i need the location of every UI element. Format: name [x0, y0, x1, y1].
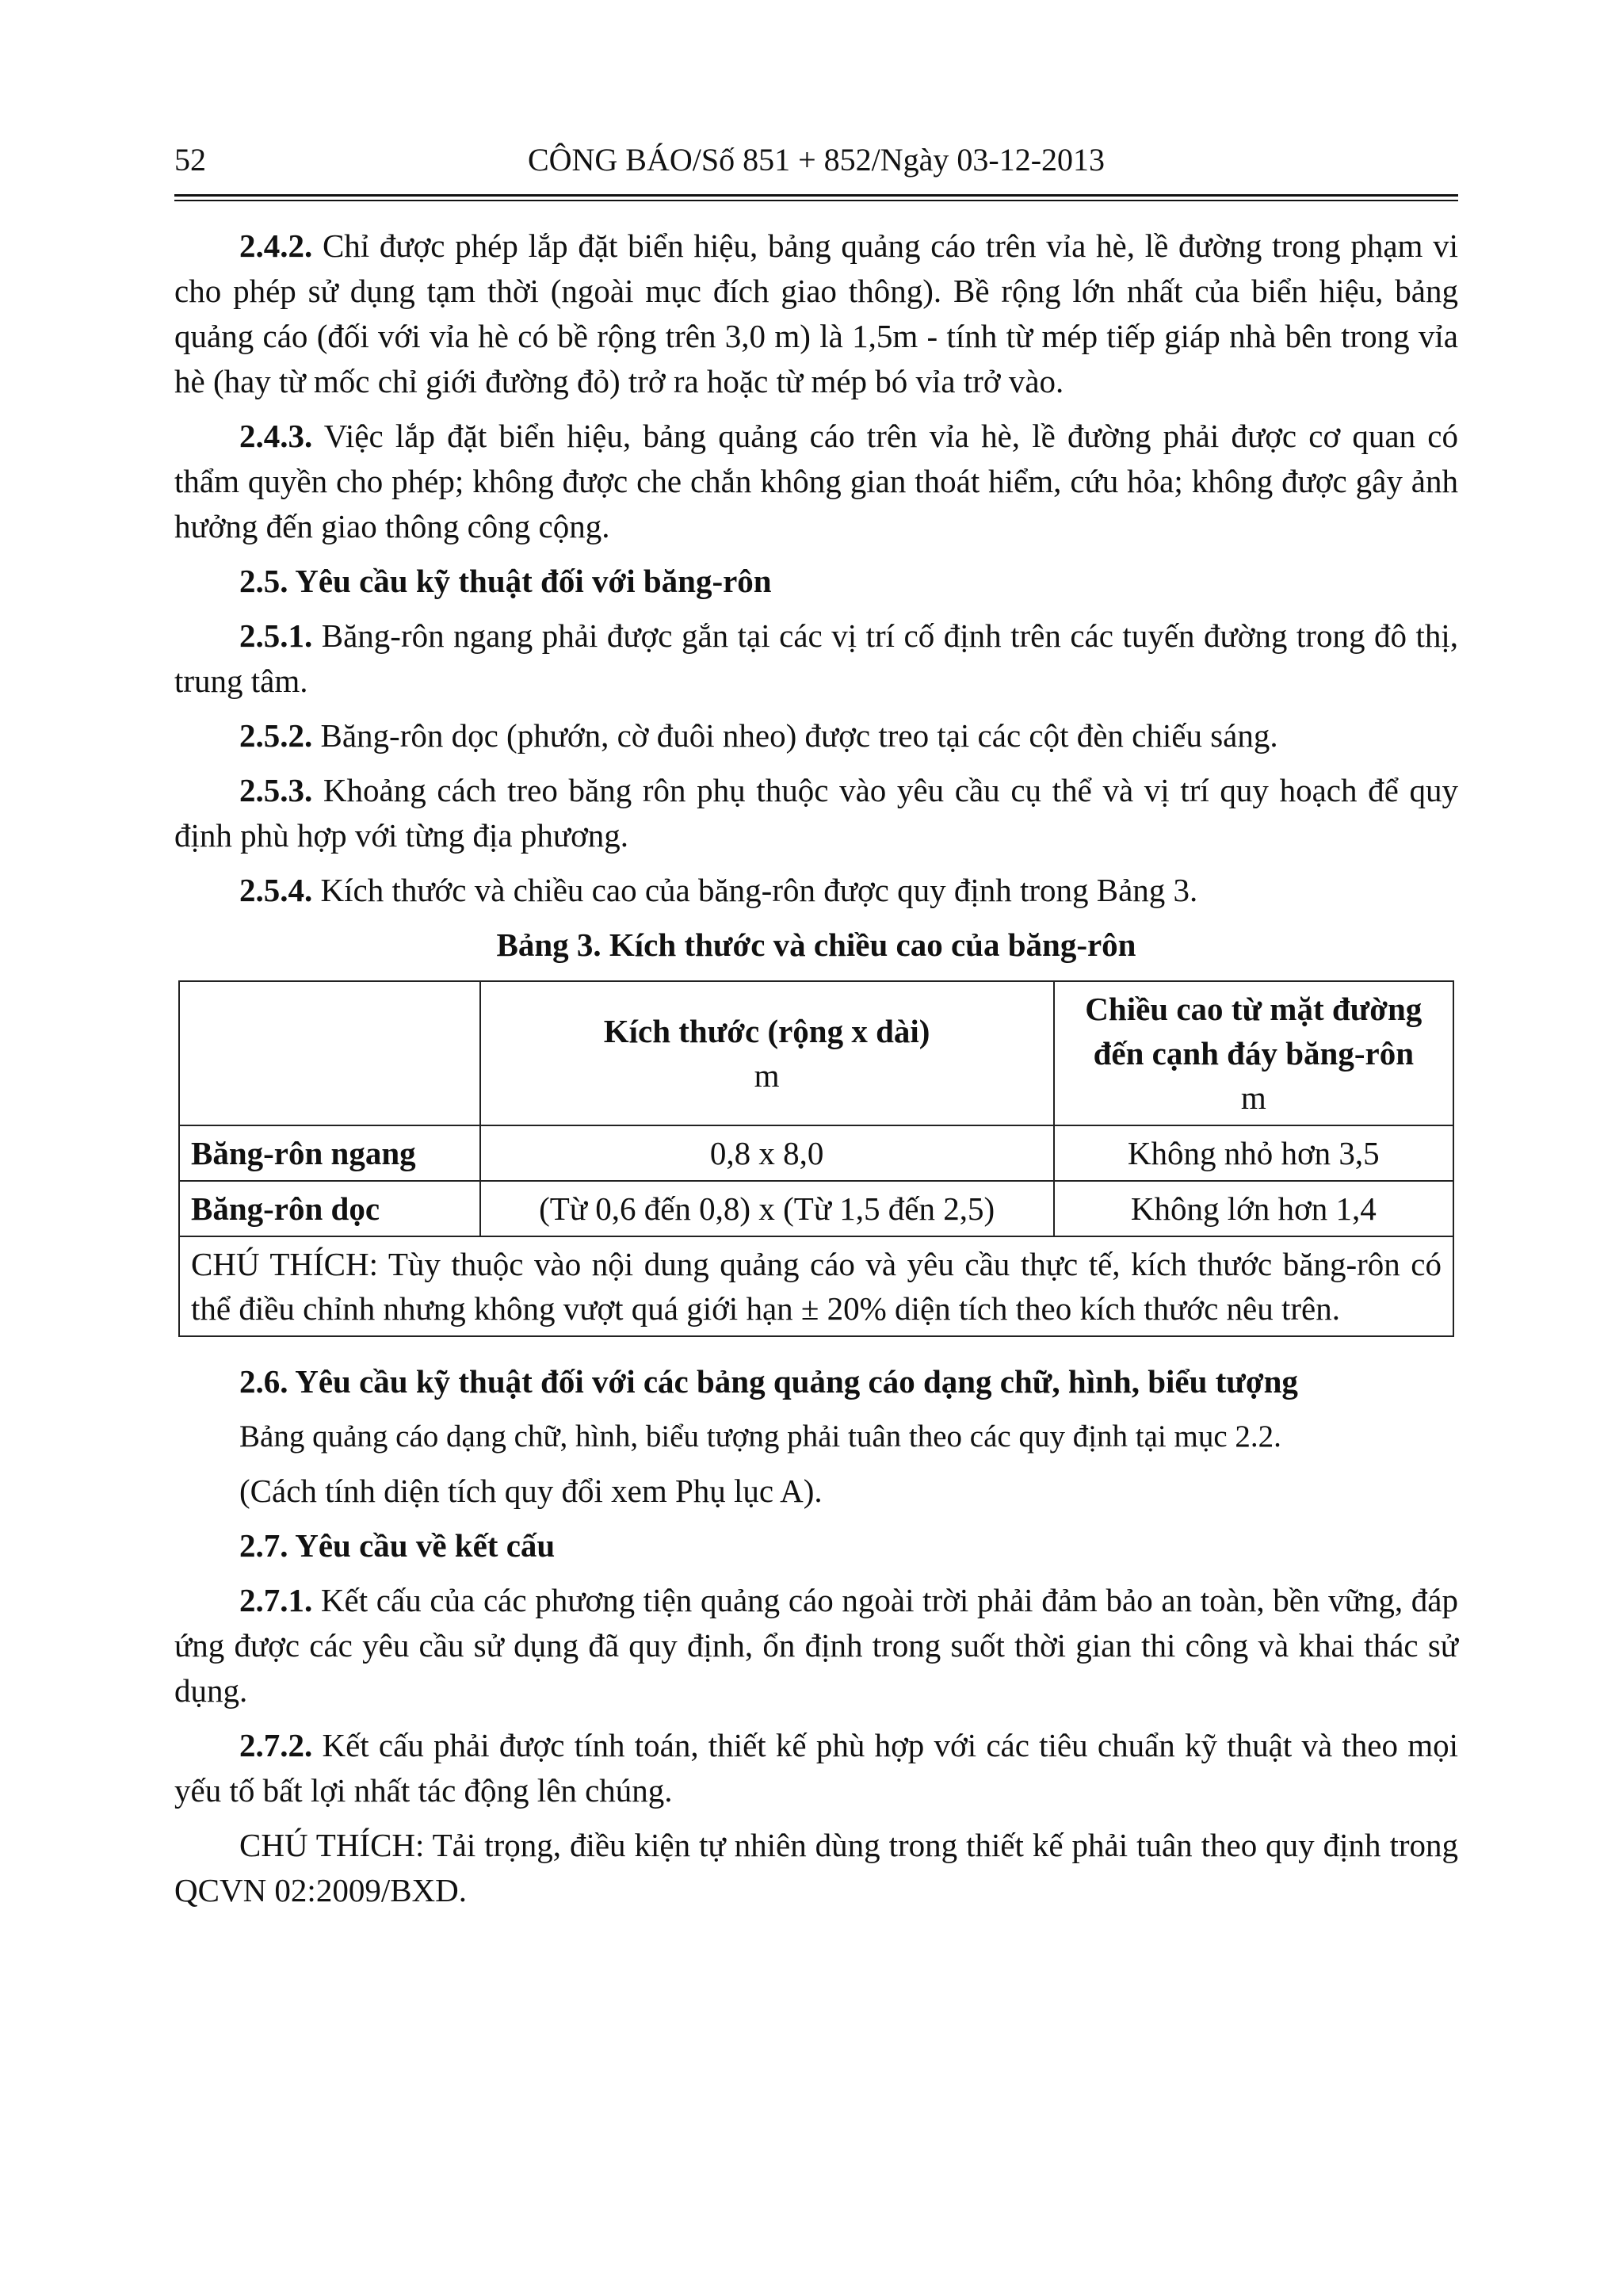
row-size: (Từ 0,6 đến 0,8) x (Từ 1,5 đến 2,5) [480, 1181, 1054, 1236]
clause-text: Băng-rôn ngang phải được gắn tại các vị trí cố định trên các tuyến đường trong đô thị, trung tâm. [174, 617, 1458, 699]
heading-2-7: 2.7. Yêu cầu về kết cấu [239, 1527, 556, 1564]
size-header-unit: m [754, 1057, 780, 1094]
clause-number: 2.5.4. [239, 872, 313, 908]
row-label: Băng-rôn dọc [179, 1181, 480, 1236]
clause-text: Chỉ được phép lắp đặt biển hiệu, bảng quảng cáo trên vỉa hè, lề đường trong phạm vi cho phép sử dụng tạm thời (ngoài mục đích giao thông). Bề rộng lớn nhất của biển hiệu, bảng quảng cáo (đối với vỉa hè có bề rộng trên 3,0 m) là 1,5m - tính từ mép tiếp giáp nhà bên trong vỉa hè (hay từ mốc chỉ giới đường đỏ) trở ra hoặc từ mép bó vỉa trở vào. [174, 227, 1458, 399]
clause-number: 2.5.3. [239, 772, 313, 808]
gazette-title: CÔNG BÁO/Số 851 + 852/Ngày 03-12-2013 [527, 142, 1106, 178]
paragraph-2-5-1 [174, 613, 1458, 704]
table-row [179, 1125, 1453, 1181]
row-height: Không lớn hơn 1,4 [1054, 1181, 1453, 1236]
clause-number: 2.4.3. [239, 418, 313, 454]
page-number: 52 [174, 142, 206, 178]
clause-number: 2.7.1. [239, 1582, 313, 1618]
clause-text: Băng-rôn dọc (phướn, cờ đuôi nheo) được treo tại các cột đèn chiếu sáng. [312, 717, 1278, 754]
table-3 [178, 980, 1454, 1337]
header-rule-thick [174, 194, 1458, 197]
clause-text: Việc lắp đặt biển hiệu, bảng quảng cáo trên vỉa hè, lề đường phải được cơ quan có thẩm quyền cho phép; không được che chắn không gian thoát hiểm, cứu hỏa; không được gây ảnh hưởng đến giao thông công cộng. [174, 418, 1458, 544]
paragraph-2-4-3 [174, 414, 1458, 549]
row-size: 0,8 x 8,0 [480, 1125, 1054, 1181]
paragraph-2-6-a: Bảng quảng cáo dạng chữ, hình, biểu tượng phải tuân theo các quy định tại mục 2.2. [239, 1419, 1281, 1454]
clause-number: 2.7.2. [239, 1727, 313, 1763]
table-note: CHÚ THÍCH: Tùy thuộc vào nội dung quảng cáo và yêu cầu thực tế, kích thước băng-rôn có thể điều chỉnh nhưng không vượt quá giới hạn ± 20% diện tích theo kích thước nêu trên. [179, 1236, 1453, 1336]
header-cell-height [1054, 981, 1453, 1125]
header-cell-size [480, 981, 1054, 1125]
size-header-label: Kích thước (rộng x dài) [603, 1013, 930, 1049]
table-note-row [179, 1236, 1453, 1336]
table-header-row [179, 981, 1453, 1125]
clause-number: 2.4.2. [239, 227, 313, 264]
height-header-unit: m [1240, 1079, 1266, 1116]
clause-number: 2.5.1. [239, 617, 313, 654]
clause-text: Kết cấu của các phương tiện quảng cáo ngoài trời phải đảm bảo an toàn, bền vững, đáp ứng được các yêu cầu sử dụng đã quy định, ổn định trong suốt thời gian thi công và khai thác sử dụng. [174, 1582, 1458, 1709]
paragraph-2-5-4 [174, 868, 1458, 913]
clause-number: 2.5.2. [239, 717, 313, 754]
paragraph-2-7-1 [174, 1578, 1458, 1713]
header-cell-empty [179, 981, 480, 1125]
clause-text: Khoảng cách treo băng rôn phụ thuộc vào yêu cầu cụ thể và vị trí quy hoạch để quy định phù hợp với từng địa phương. [174, 772, 1458, 854]
paragraph-2-5-3 [174, 768, 1458, 858]
paragraph-2-7-2 [174, 1723, 1458, 1813]
heading-2-5: 2.5. Yêu cầu kỹ thuật đối với băng-rôn [239, 563, 772, 599]
row-label: Băng-rôn ngang [179, 1125, 480, 1181]
height-header-label: Chiều cao từ mặt đường đến cạnh đáy băng-rôn [1085, 991, 1423, 1072]
document-body [174, 223, 1458, 1923]
clause-text: Kết cấu phải được tính toán, thiết kế phù hợp với các tiêu chuẩn kỹ thuật và theo mọi yếu tố bất lợi nhất tác động lên chúng. [174, 1727, 1458, 1809]
header-rule-thin [174, 200, 1458, 201]
table-row [179, 1181, 1453, 1236]
row-height: Không nhỏ hơn 3,5 [1054, 1125, 1453, 1181]
heading-2-6: 2.6. Yêu cầu kỹ thuật đối với các bảng quảng cáo dạng chữ, hình, biểu tượng [239, 1363, 1298, 1400]
clause-text: Kích thước và chiều cao của băng-rôn được quy định trong Bảng 3. [312, 872, 1198, 908]
paragraph-2-5-2 [174, 713, 1458, 758]
paragraph-2-6-b: (Cách tính diện tích quy đổi xem Phụ lục A). [239, 1473, 823, 1509]
paragraph-2-4-2 [174, 223, 1458, 404]
page-header [174, 141, 1458, 189]
table-3-caption: Bảng 3. Kích thước và chiều cao của băng-rôn [496, 926, 1136, 963]
note-2-7: CHÚ THÍCH: Tải trọng, điều kiện tự nhiên dùng trong thiết kế phải tuân theo quy định trong QCVN 02:2009/BXD. [174, 1827, 1458, 1908]
